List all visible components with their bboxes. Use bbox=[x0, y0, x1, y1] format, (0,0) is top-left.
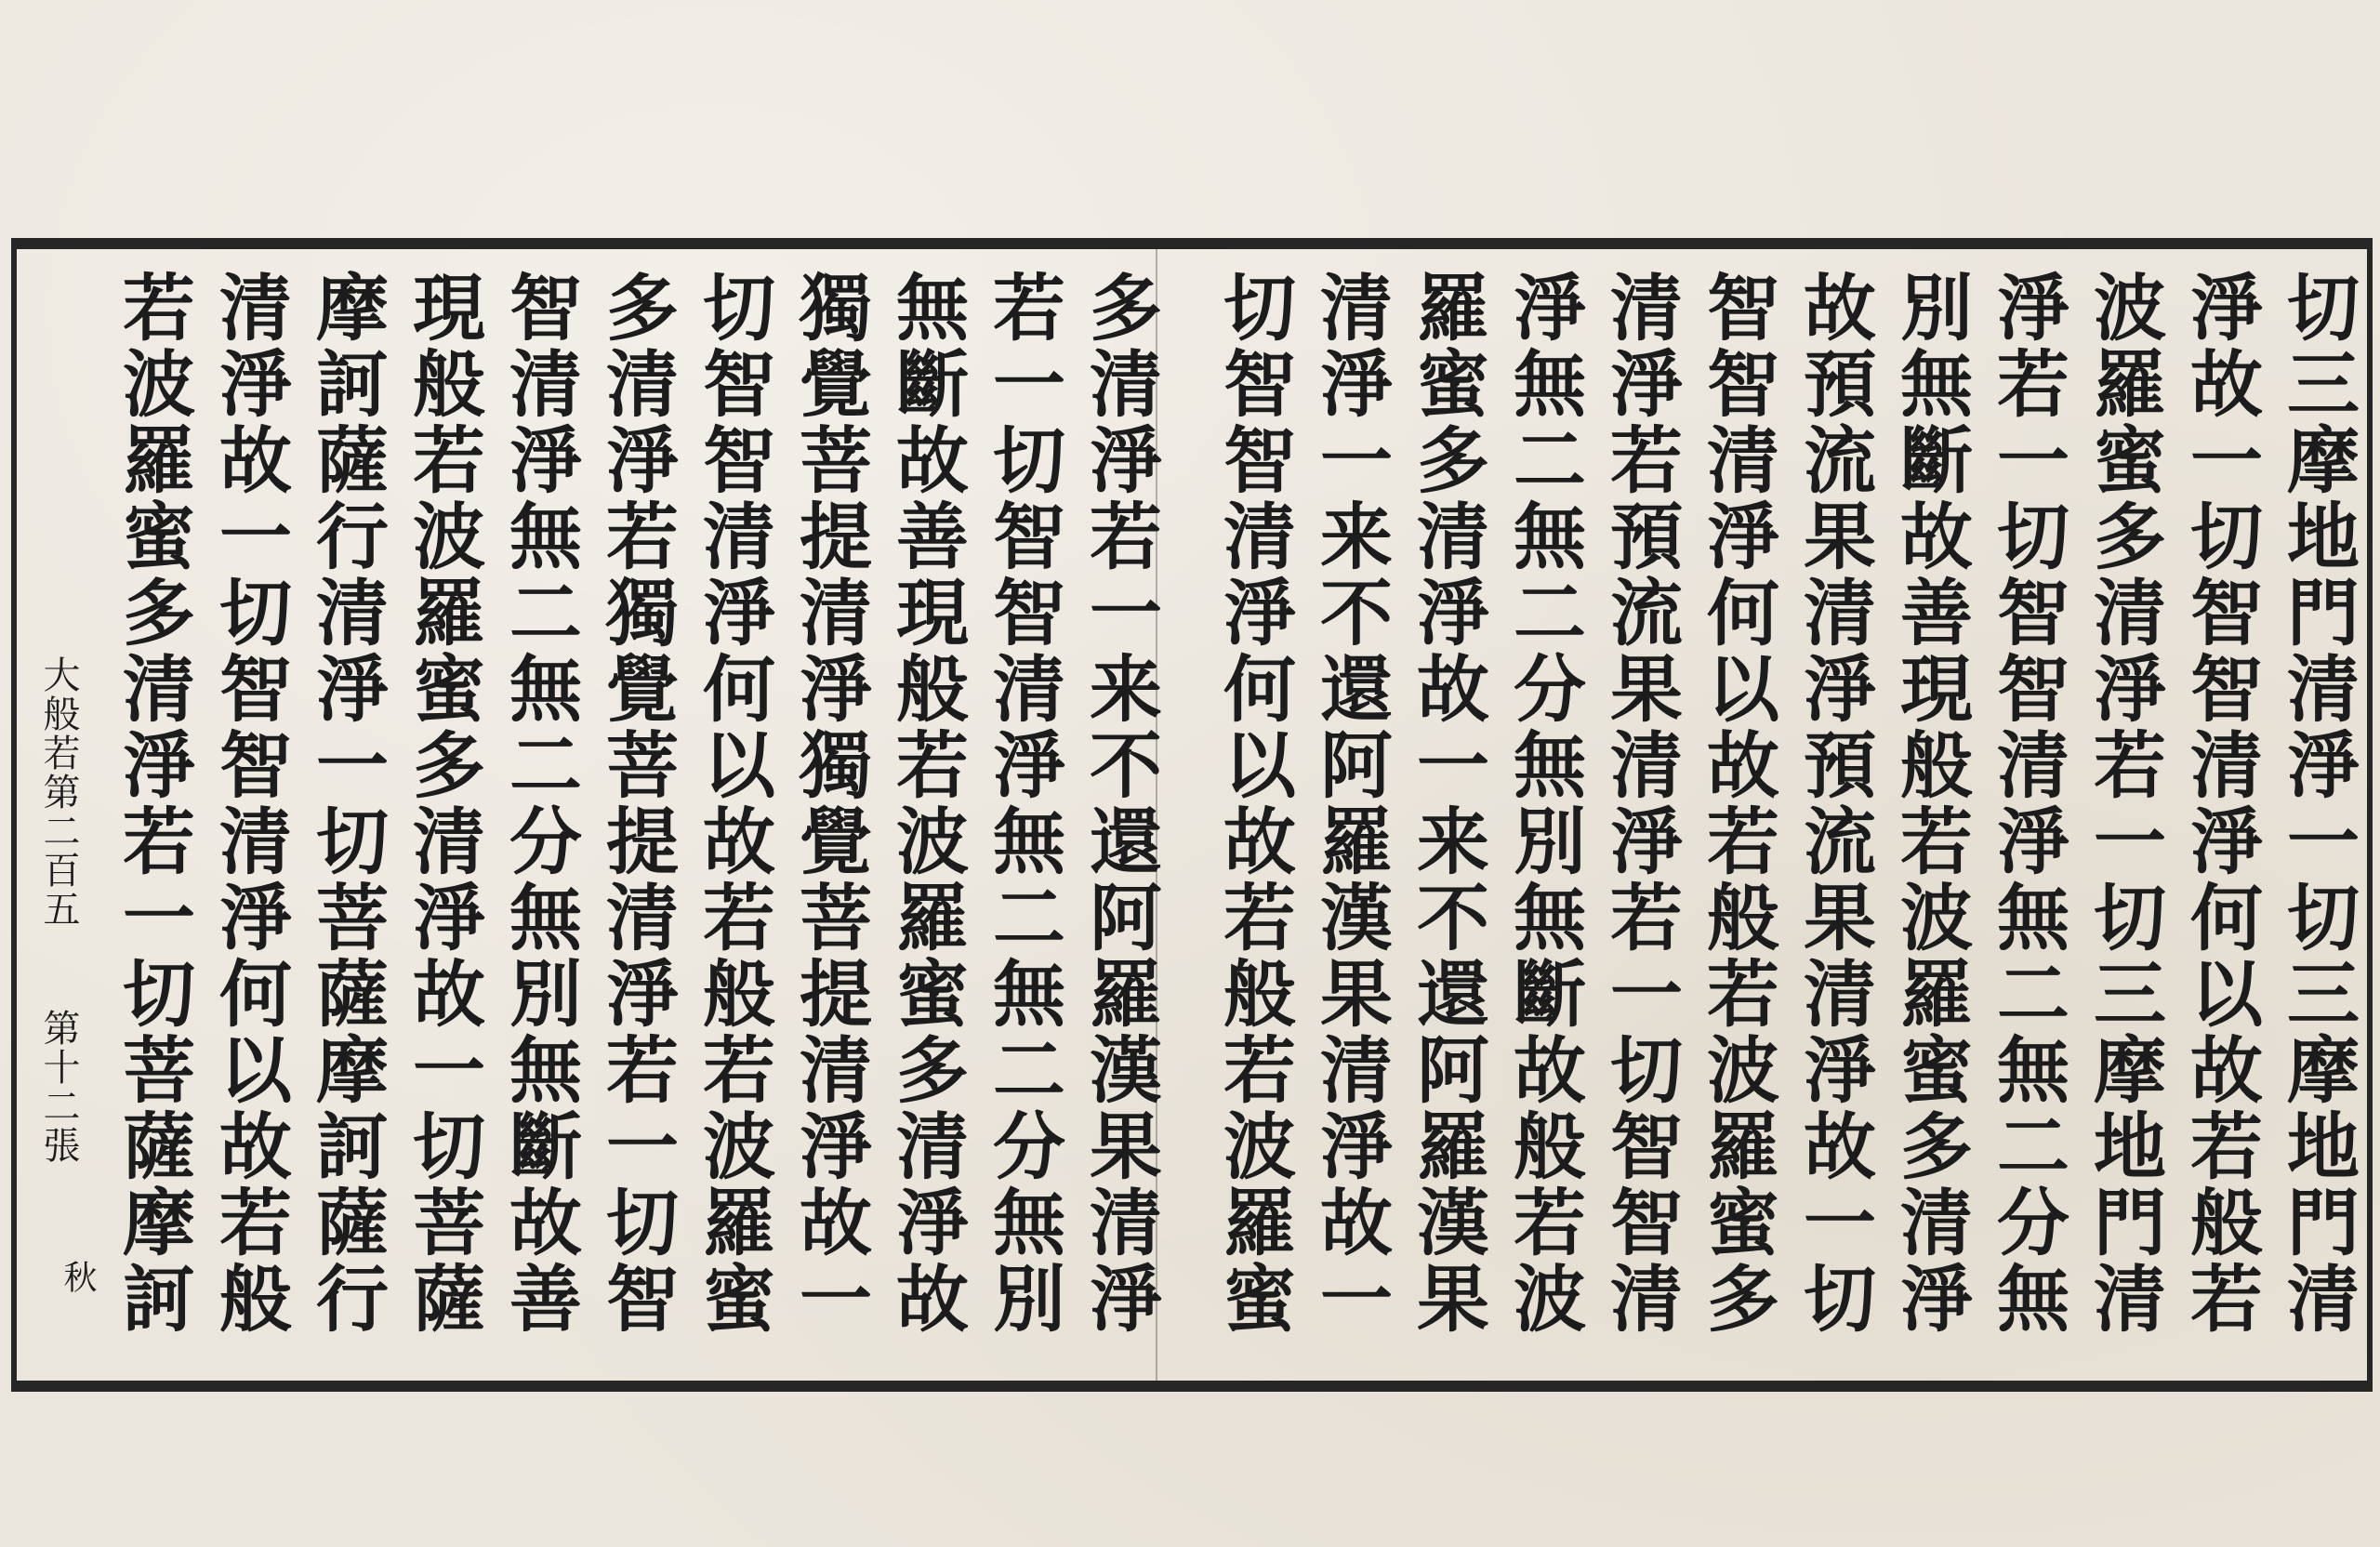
margin-page-number: 第十二張 bbox=[37, 1009, 80, 1165]
text-column-2: 淨故一切智智清淨何以故若般若 bbox=[2178, 270, 2263, 1337]
text-column-5: 別無斷故善現般若波羅蜜多清淨 bbox=[1888, 270, 1973, 1337]
text-column-17: 切智智清淨何以故若般若波羅蜜 bbox=[691, 270, 775, 1337]
text-column-14: 若一切智智清淨無二無二分無別 bbox=[981, 270, 1065, 1337]
text-column-1: 切三摩地門清淨一切三摩地門清 bbox=[2275, 270, 2360, 1337]
text-column-4: 淨若一切智智清淨無二無二分無 bbox=[1985, 270, 2069, 1337]
text-column-21: 摩訶薩行清淨一切菩薩摩訶薩行 bbox=[304, 270, 389, 1337]
text-column-10: 羅蜜多清淨故一来不還阿羅漢果 bbox=[1405, 270, 1489, 1337]
margin-title: 大般若第二百五 bbox=[37, 655, 80, 929]
text-column-15: 無斷故善現般若波羅蜜多清淨故 bbox=[884, 270, 969, 1337]
text-column-16: 獨覺菩提清淨獨覺菩提清淨故一 bbox=[787, 270, 872, 1337]
text-column-13: 多清淨若一来不還阿羅漢果清淨 bbox=[1078, 270, 1162, 1337]
text-column-18: 多清淨若獨覺菩提清淨若一切智 bbox=[594, 270, 679, 1337]
text-column-3: 波羅蜜多清淨若一切三摩地門清 bbox=[2082, 270, 2166, 1337]
frame-left-border bbox=[11, 238, 17, 1392]
text-column-23: 若波羅蜜多清淨若一切菩薩摩訶 bbox=[111, 270, 195, 1337]
text-column-19: 智清淨無二無二分無別無斷故善 bbox=[497, 270, 582, 1337]
text-column-6: 故預流果清淨預流果清淨故一切 bbox=[1792, 270, 1876, 1337]
text-column-22: 清淨故一切智智清淨何以故若般 bbox=[207, 270, 292, 1337]
text-column-9: 淨無二無二分無別無斷故般若波 bbox=[1501, 270, 1586, 1337]
text-column-11: 清淨一来不還阿羅漢果清淨故一 bbox=[1308, 270, 1393, 1337]
frame-bottom-border bbox=[11, 1381, 2373, 1392]
margin-volume-mark: 秋 bbox=[59, 1260, 97, 1293]
frame-top-border bbox=[11, 238, 2373, 249]
text-column-12: 切智智清淨何以故若般若波羅蜜 bbox=[1211, 270, 1296, 1337]
text-column-7: 智智清淨何以故若般若波羅蜜多 bbox=[1695, 270, 1779, 1337]
text-column-8: 清淨若預流果清淨若一切智智清 bbox=[1598, 270, 1683, 1337]
text-column-20: 現般若波羅蜜多清淨故一切菩薩 bbox=[401, 270, 485, 1337]
